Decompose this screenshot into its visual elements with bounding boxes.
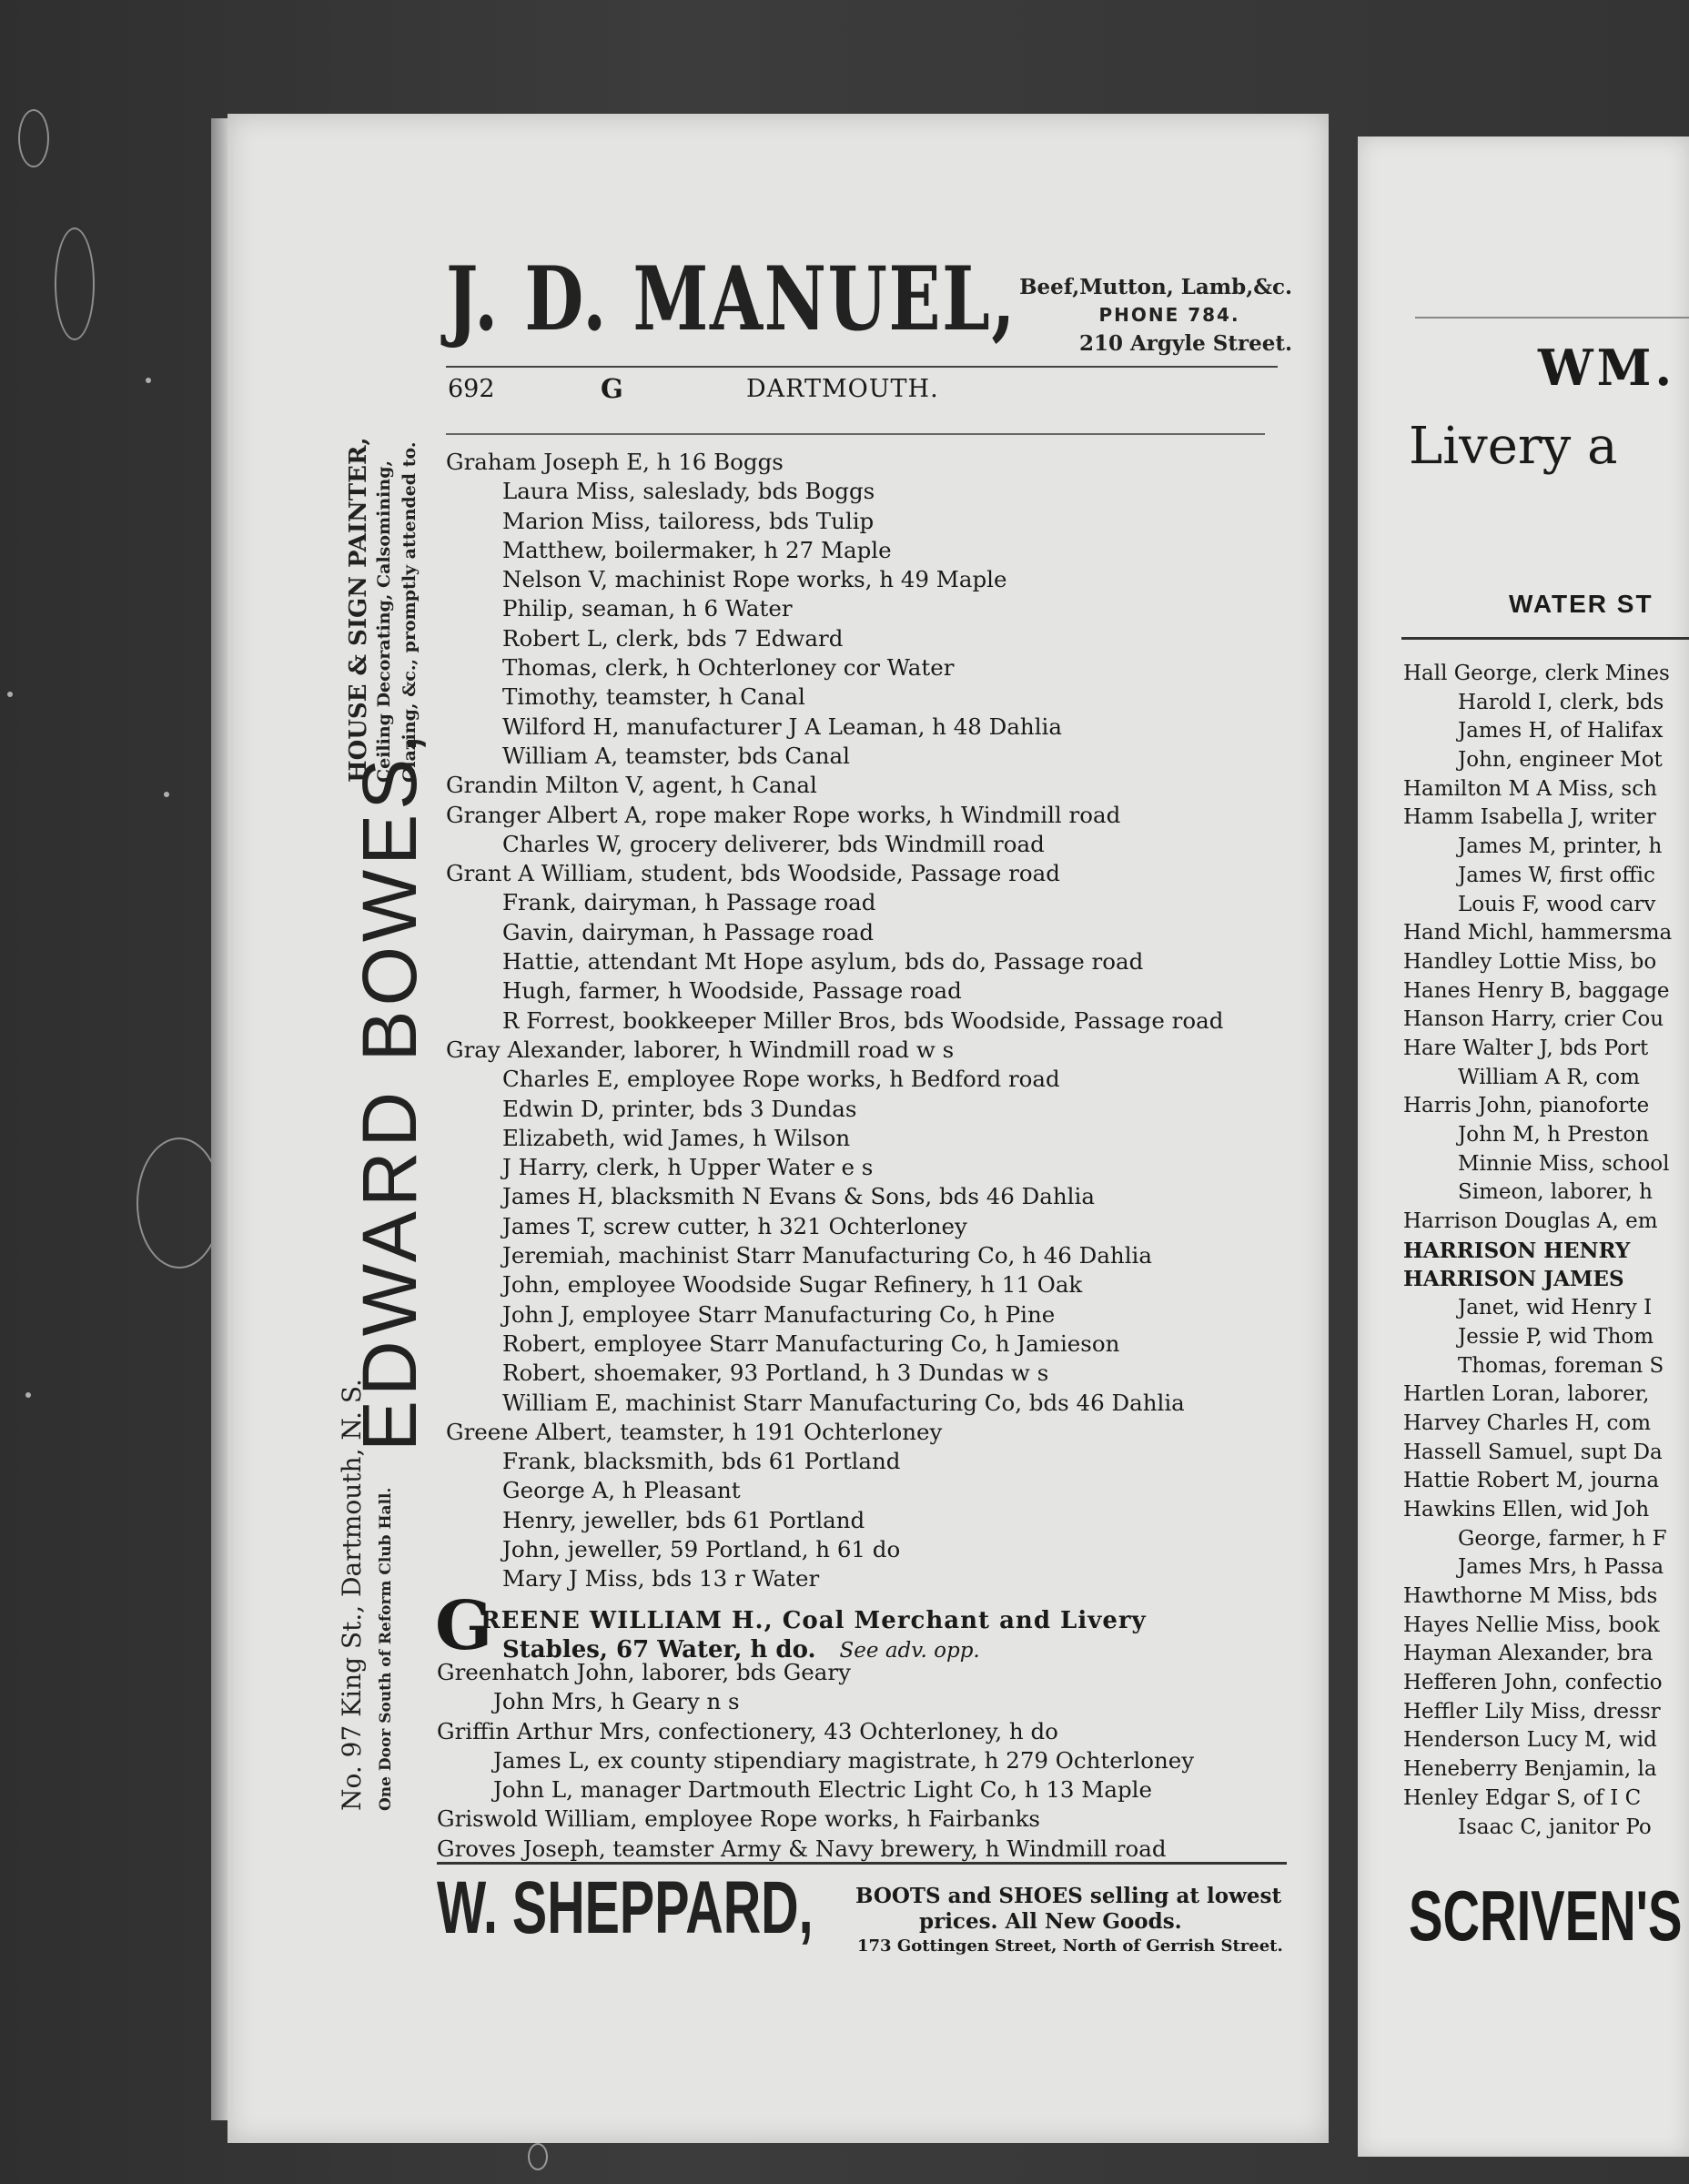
directory-entry: Hayes Nellie Miss, book <box>1403 1613 1660 1637</box>
directory-entry: HARRISON HENRY <box>1403 1238 1631 1263</box>
right-page-content <box>1358 136 1689 2157</box>
directory-entry: Laura Miss, saleslady, bds Boggs <box>502 478 875 505</box>
directory-entry: Hefferen John, confectio <box>1403 1671 1663 1695</box>
directory-entry: Harrison Douglas A, em <box>1403 1209 1658 1234</box>
directory-entry: Charles W, grocery deliverer, bds Windmill road <box>502 830 1045 857</box>
directory-entry: Minnie Miss, school <box>1458 1151 1670 1176</box>
footer-ad-name: W. SHEPPARD, <box>437 1866 814 1949</box>
directory-entry: William A, teamster, bds Canal <box>502 742 850 769</box>
directory-entry: Hamm Isabella J, writer <box>1403 805 1656 830</box>
directory-entry: John, employee Woodside Sugar Refinery, h 11 Oak <box>502 1271 1083 1299</box>
directory-entry: Harvey Charles H, com <box>1403 1410 1652 1435</box>
directory-entry: Elizabeth, wid James, h Wilson <box>502 1124 851 1151</box>
side-ad-trade <box>346 437 422 783</box>
directory-entry: James H, blacksmith N Evans & Sons, bds 46 Dahlia <box>502 1183 1095 1210</box>
directory-entry: Hugh, farmer, h Woodside, Passage road <box>502 977 962 1005</box>
section-letter: G <box>601 373 623 404</box>
directory-entry: Graham Joseph E, h 16 Boggs <box>446 449 784 475</box>
directory-entry: Handley Lottie Miss, bo <box>1403 949 1657 974</box>
directory-entry: Janet, wid Henry I <box>1458 1296 1653 1320</box>
film-dust <box>25 1392 31 1398</box>
directory-entry: Hawkins Ellen, wid Joh <box>1403 1497 1650 1522</box>
footer-ad-line1: BOOTS and SHOES selling at lowest <box>855 1884 1282 1908</box>
directory-entry: Grant A William, student, bds Woodside, Passage road <box>446 860 1060 887</box>
film-dust <box>528 2143 548 2170</box>
directory-entry: Hayman Alexander, bra <box>1403 1642 1654 1666</box>
directory-entry: Jessie P, wid Thom <box>1458 1324 1654 1349</box>
directory-entry: James T, screw cutter, h 321 Ochterloney <box>502 1212 967 1239</box>
header-ad-phone: PHONE 784. <box>1098 304 1240 326</box>
header-ad-name: J. D. MANUEL, <box>446 248 1016 350</box>
directory-entry: James H, of Halifax <box>1458 719 1664 743</box>
directory-entry: Robert, shoemaker, 93 Portland, h 3 Dundas w s <box>502 1360 1049 1387</box>
side-ad-trade-line3: Glazing, &c., promptly attended to. <box>399 441 420 783</box>
directory-listing <box>446 448 1292 1594</box>
directory-entry: James M, printer, h <box>1458 834 1663 859</box>
directory-entry: James W, first offic <box>1458 863 1655 887</box>
film-scratch <box>18 109 49 167</box>
directory-entry: J Harry, clerk, h Upper Water e s <box>502 1154 874 1181</box>
directory-entry: Charles E, employee Rope works, h Bedford road <box>502 1066 1060 1093</box>
directory-entry: Simeon, laborer, h <box>1458 1180 1653 1205</box>
header-rule <box>446 366 1278 368</box>
drop-cap: G <box>435 1587 493 1665</box>
directory-entry: Hamilton M A Miss, sch <box>1403 776 1657 801</box>
directory-entry: Hassell Samuel, supt Da <box>1403 1440 1663 1464</box>
side-ad-trade-line1: HOUSE & SIGN PAINTER, <box>345 437 372 783</box>
greene-line1: REENE WILLIAM H., Coal Merchant and Livery <box>480 1607 1147 1634</box>
directory-entry: Griswold William, employee Rope works, h Fairbanks <box>437 1805 1040 1833</box>
directory-entry: R Forrest, bookkeeper Miller Bros, bds Woodside, Passage road <box>502 1006 1224 1034</box>
directory-entry: Hattie, attendant Mt Hope asylum, bds do, Passage road <box>502 948 1144 976</box>
directory-entry: George A, h Pleasant <box>502 1477 741 1504</box>
directory-entry: George, farmer, h F <box>1458 1526 1667 1551</box>
film-scratch <box>137 1138 222 1269</box>
directory-entry: John Mrs, h Geary n s <box>493 1688 740 1715</box>
directory-entry: William E, machinist Starr Manufacturing Co, bds 46 Dahlia <box>502 1389 1185 1416</box>
directory-entry: James L, ex county stipendiary magistrate, h 279 Ochterloney <box>493 1746 1195 1774</box>
directory-entry: Timothy, teamster, h Canal <box>502 683 805 711</box>
page-number: 692 <box>448 375 495 403</box>
directory-listing-continued <box>437 1658 1292 1864</box>
directory-entry: Isaac C, janitor Po <box>1458 1815 1652 1839</box>
directory-entry: Hattie Robert M, journa <box>1403 1469 1660 1493</box>
directory-entry: Heffler Lily Miss, dressr <box>1403 1699 1661 1724</box>
directory-entry: Hanes Henry B, baggage <box>1403 978 1670 1003</box>
right-rule <box>1401 637 1689 640</box>
header-ad-details <box>1019 273 1292 358</box>
directory-entry: Henley Edgar S, of I C <box>1403 1785 1642 1810</box>
footer-ad-line2: prices. All New Goods. <box>919 1909 1182 1934</box>
directory-entry: Henry, jeweller, bds 61 Portland <box>502 1506 865 1533</box>
directory-entry: Harold I, clerk, bds <box>1458 690 1664 714</box>
film-dust <box>146 378 151 383</box>
film-scratch <box>55 228 95 340</box>
directory-entry: Heneberry Benjamin, la <box>1403 1757 1657 1782</box>
greene-note: See adv. opp. <box>839 1639 980 1663</box>
subheader-rule <box>446 433 1265 435</box>
directory-entry: Nelson V, machinist Rope works, h 49 Maple <box>502 566 1007 593</box>
directory-entry: Gavin, dairyman, h Passage road <box>502 918 875 945</box>
directory-entry: Philip, seaman, h 6 Water <box>502 595 793 622</box>
directory-entry: Robert, employee Starr Manufacturing Co, h Jamieson <box>502 1330 1120 1357</box>
right-page-street: WATER ST <box>1509 590 1654 618</box>
directory-entry: Henderson Lucy M, wid <box>1403 1728 1657 1753</box>
directory-entry: HARRISON JAMES <box>1403 1267 1624 1292</box>
directory-entry: John M, h Preston <box>1458 1123 1650 1147</box>
directory-entry: Gray Alexander, laborer, h Windmill road w s <box>446 1036 955 1063</box>
header-ad-address: 210 Argyle Street. <box>1078 331 1292 356</box>
directory-entry: Edwin D, printer, bds 3 Dundas <box>502 1095 857 1122</box>
directory-entry: Thomas, clerk, h Ochterloney cor Water <box>502 654 955 682</box>
directory-entry: John L, manager Dartmouth Electric Light Co, h 13 Maple <box>493 1776 1153 1804</box>
directory-entry: Grandin Milton V, agent, h Canal <box>446 772 817 799</box>
directory-entry: William A R, com <box>1458 1065 1640 1089</box>
side-ad-trade-line2: Ceiling Decorating, Calsomining, <box>374 460 394 783</box>
directory-entry: Matthew, boilermaker, h 27 Maple <box>502 536 892 563</box>
directory-entry: Harris John, pianoforte <box>1403 1094 1650 1118</box>
header-ad-line1: Beef,Mutton, Lamb,&c. <box>1019 275 1292 299</box>
directory-entry: Hawthorne M Miss, bds <box>1403 1584 1658 1608</box>
directory-entry: Greene Albert, teamster, h 191 Ochterloney <box>446 1418 943 1445</box>
directory-entry: Wilford H, manufacturer J A Leaman, h 48 Dahlia <box>502 713 1062 740</box>
right-top-rule <box>1415 317 1689 318</box>
directory-entry: John, jeweller, 59 Portland, h 61 do <box>502 1535 901 1562</box>
directory-entry: Groves Joseph, teamster Army & Navy brewery, h Windmill road <box>437 1835 1167 1862</box>
greene-line2-text: Stables, 67 Water, h do. <box>502 1636 816 1663</box>
right-page-subtitle: Livery a <box>1409 417 1618 476</box>
footer-ad-line3: 173 Gottingen Street, North of Gerrish Street. <box>857 1936 1283 1956</box>
directory-entry: John J, employee Starr Manufacturing Co, h Pine <box>502 1300 1056 1328</box>
side-ad-address: No. 97 King St., Dartmouth, N. S. <box>337 1379 367 1811</box>
right-footer-ad: SCRIVEN'S <box>1409 1876 1683 1956</box>
directory-entry: Granger Albert A, rope maker Rope works, h Windmill road <box>446 801 1121 828</box>
directory-entry: Frank, dairyman, h Passage road <box>502 889 876 916</box>
directory-entry: Thomas, foreman S <box>1458 1353 1664 1378</box>
directory-entry: Hand Michl, hammersma <box>1403 921 1673 945</box>
directory-entry: Robert L, clerk, bds 7 Edward <box>502 624 844 652</box>
running-head-town: DARTMOUTH. <box>746 375 939 403</box>
side-ad-name: EDWARD BOWES, <box>347 728 432 1451</box>
directory-entry: Greenhatch John, laborer, bds Geary <box>437 1659 851 1685</box>
directory-entry: Frank, blacksmith, bds 61 Portland <box>502 1448 901 1475</box>
directory-entry: Hare Walter J, bds Port <box>1403 1036 1649 1060</box>
directory-entry: Mary J Miss, bds 13 r Water <box>502 1565 820 1592</box>
directory-entry: Marion Miss, tailoress, bds Tulip <box>502 507 875 534</box>
right-directory-listing <box>1403 660 1689 1870</box>
directory-entry: Jeremiah, machinist Starr Manufacturing Co, h 46 Dahlia <box>502 1242 1152 1269</box>
film-dust <box>164 792 169 797</box>
directory-entry: Louis F, wood carv <box>1458 892 1656 916</box>
right-page-title: WM. <box>1538 339 1676 397</box>
footer-rule <box>437 1862 1287 1865</box>
directory-entry: James Mrs, h Passa <box>1458 1555 1664 1580</box>
directory-entry: John, engineer Mot <box>1458 748 1663 773</box>
page-edge <box>211 118 229 2120</box>
directory-entry: Hanson Harry, crier Cou <box>1403 1007 1664 1032</box>
side-ad-address2: One Door South of Reform Club Hall. <box>377 1487 395 1811</box>
film-dust <box>7 692 13 697</box>
directory-entry: Griffin Arthur Mrs, confectionery, 43 Ochterloney, h do <box>437 1717 1058 1744</box>
directory-entry: Hartlen Loran, laborer, <box>1403 1382 1650 1407</box>
directory-entry: Hall George, clerk Mines <box>1403 662 1670 685</box>
